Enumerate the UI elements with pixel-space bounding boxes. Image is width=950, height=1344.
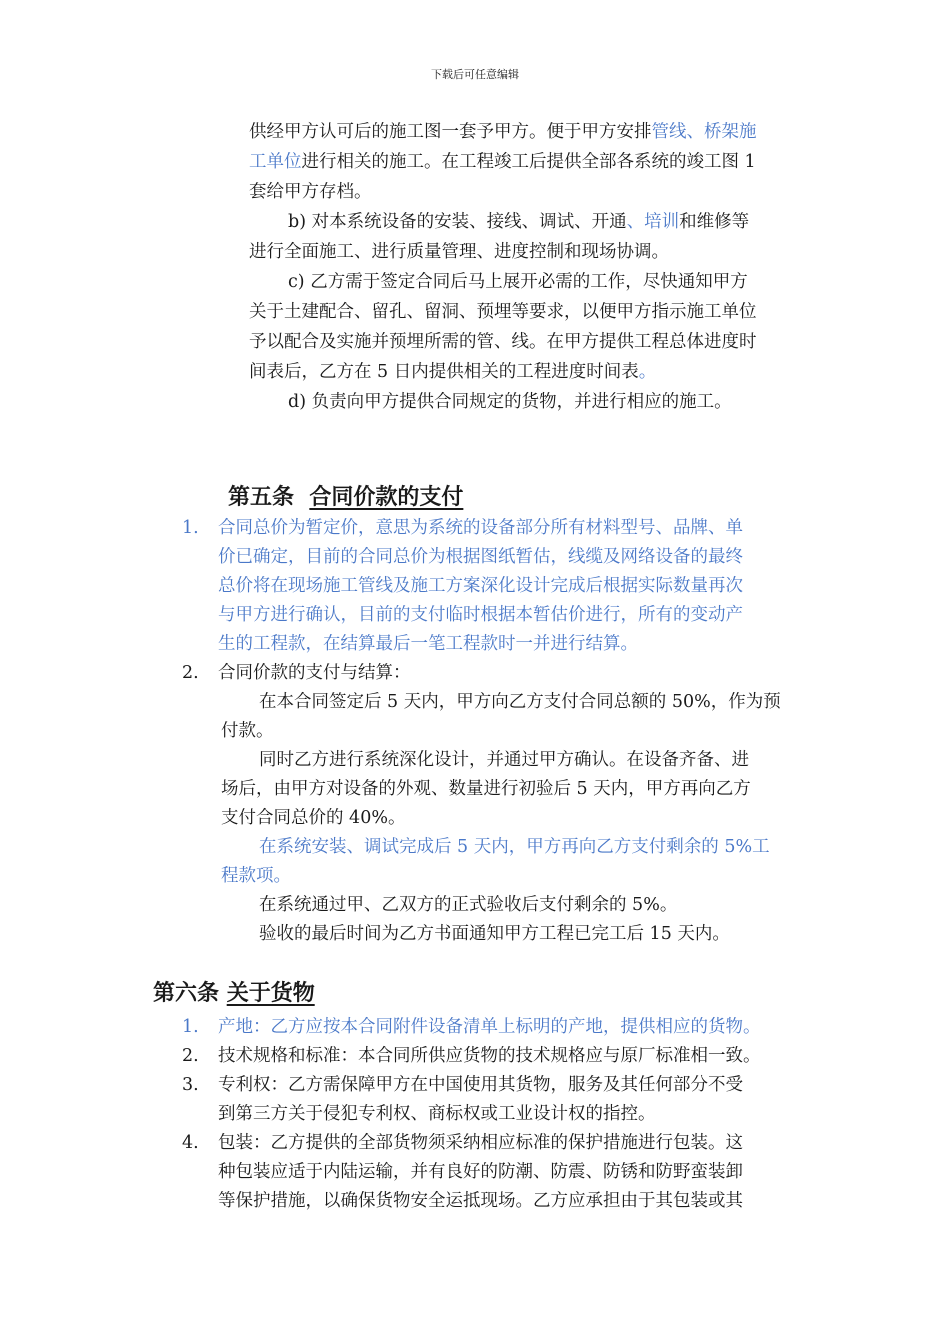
item-c-tail: 。	[638, 362, 657, 382]
s6-item-2-line-1: 技术规格和标准：本合同所供应货物的技术规格应与原厂标准相一致。	[218, 1046, 761, 1066]
item-c-line-2: 关于土建配合、留孔、留洞、预埋等要求，以便甲方指示施工单位	[249, 302, 757, 322]
item-b-tail: 和维修等	[679, 212, 750, 232]
intro-line-2-highlight: 工单位	[249, 152, 302, 172]
item-b-line-1	[288, 208, 749, 238]
s6-item-4-line-1: 包装：乙方提供的全部货物须采纳相应标准的保护措施进行包装。这	[218, 1133, 743, 1153]
s5-payment-1-line-1: 在本合同签定后 5 天内，甲方向乙方支付合同总额的 50%，作为预	[259, 692, 781, 712]
item-c-line-4	[249, 358, 656, 388]
s6-item-4-line-3: 等保护措施，以确保货物安全运抵现场。乙方应承担由于其包装或其	[218, 1191, 743, 1211]
s5-item-2-number: 2.	[182, 663, 199, 683]
section-5-heading	[228, 482, 463, 512]
section-6-heading	[153, 978, 315, 1008]
section-6-title: 关于货物	[226, 980, 315, 1006]
s5-payment-2-line-3: 支付合同总价的 40%。	[221, 808, 406, 828]
s6-item-2-number: 2.	[182, 1046, 199, 1066]
page-header: 下载后可任意编辑	[431, 68, 519, 81]
intro-line-1	[249, 118, 757, 148]
s5-payment-1-line-2: 付款。	[221, 721, 274, 741]
s5-item-1-number: 1.	[182, 518, 199, 538]
section-5-prefix: 第五条	[228, 484, 295, 510]
item-b-text: b) 对本系统设备的安装、接线、调试、开通	[288, 212, 627, 232]
s5-payment-2-line-2: 场后，由甲方对设备的外观、数量进行初验后 5 天内，甲方再向乙方	[221, 779, 751, 799]
s5-item-1-line-1: 合同总价为暂定价，意思为系统的设备部分所有材料型号、品牌、单	[218, 518, 743, 538]
section-5-title: 合同价款的支付	[309, 484, 464, 510]
s6-item-3-number: 3.	[182, 1075, 199, 1095]
item-b-line-2: 进行全面施工、进行质量管理、进度控制和现场协调。	[249, 242, 669, 262]
intro-line-3: 套给甲方存档。	[249, 182, 372, 202]
s6-item-3-line-1: 专利权：乙方需保障甲方在中国使用其货物，服务及其任何部分不受	[218, 1075, 743, 1095]
item-b-highlight: 、培训	[626, 212, 680, 232]
s6-item-1-number: 1.	[182, 1017, 199, 1037]
item-d: d) 负责向甲方提供合同规定的货物，并进行相应的施工。	[288, 392, 732, 412]
s5-item-1-line-3: 总价将在现场施工管线及施工方案深化设计完成后根据实际数量再次	[218, 576, 743, 596]
s5-payment-5: 验收的最后时间为乙方书面通知甲方工程已完工后 15 天内。	[259, 924, 730, 944]
s6-item-3-line-2: 到第三方关于侵犯专利权、商标权或工业设计权的指控。	[218, 1104, 656, 1124]
s5-payment-4: 在系统通过甲、乙双方的正式验收后支付剩余的 5%。	[259, 895, 678, 915]
item-c-line-4-text: 间表后，乙方在 5 日内提供相关的工程进度时间表	[249, 362, 639, 382]
s5-payment-3-line-1: 在系统安装、调试完成后 5 天内，甲方再向乙方支付剩余的 5%工	[259, 837, 770, 857]
s5-item-1-line-5: 生的工程款，在结算最后一笔工程款时一并进行结算。	[218, 634, 638, 654]
intro-line-1-text: 供经甲方认可后的施工图一套予甲方。便于甲方安排	[249, 122, 652, 142]
s5-payment-2-line-1: 同时乙方进行系统深化设计，并通过甲方确认。在设备齐备、进	[259, 750, 749, 770]
section-6-prefix: 第六条	[153, 980, 220, 1006]
intro-line-1-highlight: 管线、桥架施	[651, 122, 757, 142]
s5-item-1-line-4: 与甲方进行确认，目前的支付临时根据本暂估价进行，所有的变动产	[218, 605, 743, 625]
s6-item-1-line-1: 产地：乙方应按本合同附件设备清单上标明的产地，提供相应的货物。	[218, 1017, 761, 1037]
s5-payment-3-line-2: 程款项。	[221, 866, 291, 886]
item-c-line-3: 予以配合及实施并预埋所需的管、线。在甲方提供工程总体进度时	[249, 332, 757, 352]
s5-item-2-title: 合同价款的支付与结算：	[218, 663, 411, 683]
s6-item-4-number: 4.	[182, 1133, 199, 1153]
intro-line-2-text: 进行相关的施工。在工程竣工后提供全部各系统的竣工图 1	[301, 152, 756, 172]
s6-item-4-line-2: 种包装应适于内陆运输，并有良好的防潮、防震、防锈和防野蛮装卸	[218, 1162, 743, 1182]
intro-line-2	[249, 148, 756, 178]
item-c-line-1: c) 乙方需于签定合同后马上展开必需的工作，尽快通知甲方	[288, 272, 748, 292]
s5-item-1-line-2: 价已确定，目前的合同总价为根据图纸暂估，线缆及网络设备的最终	[218, 547, 743, 567]
